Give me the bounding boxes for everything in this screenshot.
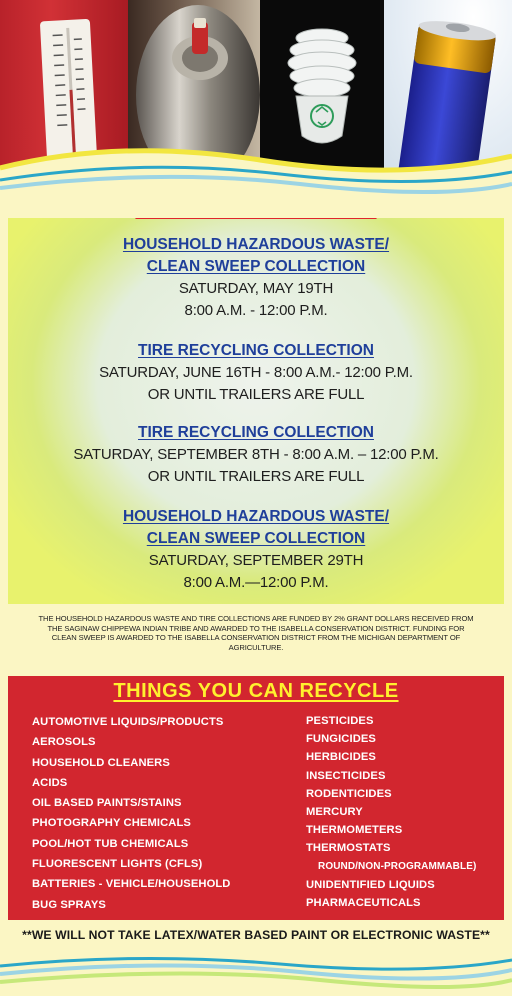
recycle-list-left — [32, 712, 230, 915]
event-title: TIRE RECYCLING COLLECTION — [138, 342, 374, 359]
list-item: AUTOMOTIVE LIQUIDS/PRODUCTS — [32, 716, 224, 728]
funding-note — [8, 606, 504, 676]
recycle-title: THINGS YOU CAN RECYCLE — [113, 680, 399, 702]
list-item: RODENTICIDES — [306, 787, 392, 800]
event-date-time: SATURDAY, SEPTEMBER 8TH - 8:00 A.M. – 12:00 P.M. — [73, 446, 439, 463]
list-item: THERMOSTATS — [306, 842, 391, 855]
event-tire-june — [0, 340, 512, 406]
event-condition: OR UNTIL TRAILERS ARE FULL — [147, 468, 365, 485]
event-time: 8:00 A.M. - 12:00 P.M. — [184, 302, 328, 319]
event-title: HOUSEHOLD HAZARDOUS WASTE/ — [122, 508, 390, 525]
list-item: PESTICIDES — [306, 715, 374, 727]
list-item: THERMOMETERS — [306, 824, 403, 837]
event-date: SATURDAY, MAY 19TH — [178, 280, 334, 297]
recycle-panel — [8, 676, 504, 920]
list-item: PHARMACEUTICALS — [306, 896, 421, 909]
list-item-continuation: ROUND/NON-PROGRAMMABLE) — [318, 860, 477, 872]
list-item: HERBICIDES — [306, 751, 376, 764]
list-item: INSECTICIDES — [306, 769, 386, 782]
event-tire-september — [0, 422, 512, 488]
list-item: BATTERIES - VEHICLE/HOUSEHOLD — [32, 878, 231, 891]
list-item: AEROSOLS — [32, 736, 96, 749]
list-item: UNIDENTIFIED LIQUIDS — [306, 878, 435, 891]
list-item: PHOTOGRAPHY CHEMICALS — [32, 817, 191, 830]
event-title: CLEAN SWEEP COLLECTION — [146, 530, 366, 547]
event-title: CLEAN SWEEP COLLECTION — [146, 258, 366, 275]
list-item: BUG SPRAYS — [32, 898, 106, 911]
event-title: HOUSEHOLD HAZARDOUS WASTE/ — [122, 236, 390, 253]
event-title: TIRE RECYCLING COLLECTION — [138, 424, 374, 441]
recycle-list-right — [306, 712, 476, 912]
dates-panel — [0, 168, 512, 604]
event-date: SATURDAY, SEPTEMBER 29TH — [148, 552, 364, 569]
event-hhw-may — [0, 234, 512, 322]
exclusion-note: **WE WILL NOT TAKE LATEX/WATER BASED PAINT OR ELECTRONIC WASTE** — [8, 920, 504, 950]
list-item: MERCURY — [306, 805, 363, 818]
list-item: POOL/HOT TUB CHEMICALS — [32, 837, 189, 850]
list-item: ACIDS — [32, 776, 68, 789]
list-item: FLUORESCENT LIGHTS (CFLS) — [32, 858, 203, 871]
funding-note-text: THE HOUSEHOLD HAZARDOUS WASTE AND TIRE COLLECTIONS ARE FUNDED BY 2% GRANT DOLLARS RECEIVED FROM THE SAGINAW CHIPPEWA INDIAN TRIBE AND AWARDED TO THE ISABELLA CONSERVATION DISTRICT. FUNDING FOR CLEAN SWEEP IS AWARDED TO THE ISABELLA CONSERVATION DISTRICT FROM THE MICHIGAN DEPARTMENT OF AGRICULTURE. — [38, 614, 474, 652]
header-wave — [0, 128, 512, 218]
event-hhw-september — [0, 506, 512, 594]
footer-wave — [0, 944, 512, 996]
event-condition: OR UNTIL TRAILERS ARE FULL — [147, 386, 365, 403]
event-date-time: SATURDAY, JUNE 16TH - 8:00 A.M.- 12:00 P.M. — [99, 364, 413, 381]
list-item: HOUSEHOLD CLEANERS — [32, 756, 170, 769]
list-item: FUNGICIDES — [306, 733, 376, 746]
event-time: 8:00 A.M.—12:00 P.M. — [183, 574, 329, 591]
list-item: OIL BASED PAINTS/STAINS — [32, 797, 182, 810]
